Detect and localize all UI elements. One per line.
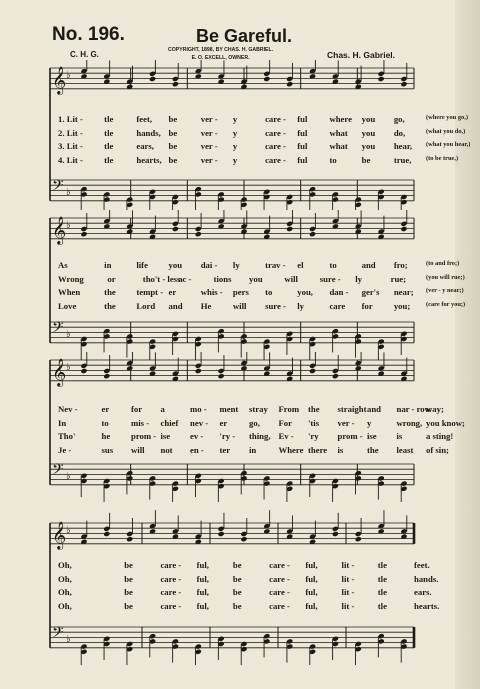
lyric-syllable: Ev - xyxy=(278,431,294,441)
lyric-syllable: fro; xyxy=(393,260,408,270)
lyric-syllable: care - xyxy=(269,573,290,584)
lyric-syllable: for xyxy=(361,300,373,311)
lyric-syllable: Oh, xyxy=(58,587,72,597)
note-head xyxy=(309,368,316,374)
lyric-syllable: Je - xyxy=(58,444,72,455)
treble-clef-icon: 𝄞 xyxy=(52,521,67,549)
lyric-syllable: be xyxy=(232,600,242,611)
lyric-syllable: what xyxy=(329,141,348,151)
lyric-syllable: to xyxy=(101,417,109,428)
bass-clef-icon: 𝄢 xyxy=(52,461,64,482)
key-flat-icon: ♭ xyxy=(66,70,71,81)
lyric-syllable: true, xyxy=(393,154,412,165)
lyric-syllable: 'tis xyxy=(308,417,320,428)
lyric-syllable: ful, xyxy=(305,560,318,570)
lyric-syllable: tle xyxy=(377,560,387,570)
lyric-syllable: rue; xyxy=(390,273,407,284)
lyric-syllable: tempt - xyxy=(136,287,164,297)
lyric-syllable: what xyxy=(329,127,348,138)
lyric-syllable: stray xyxy=(249,404,268,414)
lyric-syllable: From xyxy=(278,404,300,414)
lyric-syllable: ful, xyxy=(305,573,318,584)
lyric-line-4 xyxy=(58,300,466,315)
lyric-syllable: thing, xyxy=(249,431,271,441)
lyric-syllable: tle xyxy=(104,114,114,124)
lyric-syllable: tle xyxy=(104,127,114,138)
lyric-syllable: will xyxy=(284,273,298,284)
lyric-syllable: wrong, xyxy=(396,417,423,428)
lyric-syllable: 'ry - xyxy=(219,431,236,441)
key-flat-icon: ♭ xyxy=(66,329,71,340)
lyric-syllable: dai - xyxy=(200,260,218,270)
lyric-syllable: care - xyxy=(160,587,182,597)
lyric-syllable: sure - xyxy=(265,300,286,311)
key-flat-icon: ♭ xyxy=(66,220,71,231)
lyric-syllable: tle xyxy=(377,587,387,597)
lyric-syllable: not xyxy=(160,444,173,455)
lyric-syllable: care - xyxy=(265,127,286,138)
lyric-syllable: be xyxy=(124,587,133,597)
lyric-syllable: 1. Lit - xyxy=(58,114,83,124)
lyric-syllable: ly xyxy=(232,260,240,270)
note-head xyxy=(332,531,339,537)
lyric-syllable: care - xyxy=(160,573,182,584)
lyric-syllable: er xyxy=(101,404,110,414)
lyric-syllable: be xyxy=(124,600,133,611)
lyric-syllable: As xyxy=(58,260,68,270)
lyric-syllable: sus xyxy=(101,444,114,455)
composer-credit: Chas. H. Gabriel. xyxy=(327,50,396,60)
copyright-line-1: COPYRIGHT, 1898, BY CHAS. H. GABRIEL. xyxy=(168,47,274,53)
lyric-syllable: near; xyxy=(393,287,414,297)
lyric-syllable: of sin; xyxy=(426,444,449,455)
note-head xyxy=(172,81,179,87)
lyric-syllable: en - xyxy=(190,444,204,455)
note-head xyxy=(126,536,133,542)
lyric-syllable: ver - xyxy=(200,154,218,165)
lyric-line-2 xyxy=(58,127,466,142)
lyrics-system-1 xyxy=(58,114,471,168)
lyric-syllable: life xyxy=(136,260,148,270)
lyric-syllable: you xyxy=(361,114,376,124)
lyric-syllable: you xyxy=(249,273,263,284)
lyric-syllable: prom - xyxy=(131,431,157,441)
lyric-syllable: hear, xyxy=(393,141,413,151)
lyric-syllable: tions xyxy=(213,273,232,284)
lyric-syllable: Lord xyxy=(136,300,156,311)
lyric-syllable: lit - xyxy=(341,573,355,584)
bass-clef-icon: 𝄢 xyxy=(52,624,64,645)
treble-clef-icon: 𝄞 xyxy=(52,66,67,94)
lyric-line-3 xyxy=(58,431,454,445)
lyric-syllable: the xyxy=(367,444,379,455)
lyric-syllable: (to be true,) xyxy=(426,154,459,162)
lyric-syllable: care xyxy=(329,300,346,311)
lyric-syllable: lit - xyxy=(341,587,355,597)
lyric-syllable: Oh, xyxy=(58,560,72,570)
lyric-syllable: care - xyxy=(269,560,290,570)
lyric-syllable: in xyxy=(104,260,112,270)
lyric-syllable: hands, xyxy=(136,127,161,138)
lyric-line-1 xyxy=(58,114,468,128)
lyric-syllable: Tho' xyxy=(58,431,76,441)
lyric-syllable: be xyxy=(361,154,371,165)
lyric-syllable: ful, xyxy=(305,587,318,597)
lyric-syllable: ful, xyxy=(196,560,209,570)
lyric-syllable: For xyxy=(278,417,293,428)
lyric-syllable: feet. xyxy=(414,560,430,570)
bass-clef-icon: 𝄢 xyxy=(52,177,64,198)
lyric-syllable: you, xyxy=(297,287,313,297)
lyric-syllable: feet, xyxy=(136,114,153,124)
lyric-syllable: hands. xyxy=(414,573,439,584)
lyric-syllable: ment xyxy=(219,404,239,414)
lyric-syllable: hearts, xyxy=(136,154,162,165)
lyric-syllable: y xyxy=(232,114,238,124)
lyric-syllable: ful, xyxy=(305,600,318,611)
lyric-line-2 xyxy=(58,273,465,288)
lyric-syllable: care - xyxy=(269,587,290,597)
lyric-line-1 xyxy=(58,404,444,418)
lyric-syllable: go, xyxy=(249,417,260,428)
lyric-syllable: tle xyxy=(104,141,114,151)
lyric-syllable: there xyxy=(308,444,328,455)
lyric-syllable: tho't - less xyxy=(142,273,181,284)
lyric-syllable: care - xyxy=(160,560,182,570)
lyric-syllable: care - xyxy=(265,114,286,124)
lyric-syllable: (what you do,) xyxy=(426,127,466,135)
lyric-syllable: care - xyxy=(265,141,286,151)
lyric-syllable: ter xyxy=(219,444,231,455)
words-author: C. H. G. xyxy=(70,50,99,59)
lyric-syllable: 'ry xyxy=(308,431,319,441)
lyric-syllable: or xyxy=(107,273,116,284)
lyric-syllable: mo - xyxy=(190,404,207,414)
key-flat-icon: ♭ xyxy=(66,525,71,536)
note-head xyxy=(172,226,179,232)
lyric-syllable: the xyxy=(104,300,116,311)
lyric-syllable: pers xyxy=(232,287,249,297)
lyric-syllable: be xyxy=(168,114,178,124)
lyric-syllable: ears. xyxy=(414,587,432,597)
note-head xyxy=(80,231,87,237)
lyric-syllable: ful xyxy=(297,114,308,124)
lyric-syllable: ears, xyxy=(136,141,154,151)
lyric-syllable: In xyxy=(58,417,67,428)
lyric-syllable: ver - xyxy=(200,127,218,138)
lyric-syllable: care - xyxy=(265,154,286,165)
lyric-syllable: a sting! xyxy=(426,431,454,441)
lyric-syllable: nar - row xyxy=(396,404,431,414)
note-head xyxy=(103,373,110,379)
lyric-syllable: where xyxy=(329,114,352,124)
note-head xyxy=(195,231,202,237)
lyric-syllable: is xyxy=(337,444,344,455)
lyric-syllable: lit - xyxy=(341,600,355,611)
lyric-syllable: a xyxy=(160,404,165,414)
lyric-syllable: (you will rue;) xyxy=(426,273,465,281)
copyright-line-2: E. O. EXCELL, OWNER. xyxy=(191,55,250,61)
lyric-syllable: you xyxy=(361,127,376,138)
lyric-syllable: He xyxy=(200,300,212,311)
lyric-syllable: be xyxy=(232,573,242,584)
lyric-syllable: er xyxy=(219,417,228,428)
lyric-syllable: tle xyxy=(377,573,387,584)
lyric-syllable: is xyxy=(396,431,403,441)
lyric-syllable: to xyxy=(265,287,273,297)
lyric-syllable: ev - xyxy=(190,431,204,441)
lyric-syllable: ger's xyxy=(361,287,380,297)
lyric-syllable: be xyxy=(168,154,178,165)
lyric-syllable: Oh, xyxy=(58,573,72,584)
lyric-syllable: 4. Lit - xyxy=(58,154,83,165)
note-head xyxy=(400,226,407,232)
lyric-syllable: ly xyxy=(355,273,362,284)
lyric-syllable: and xyxy=(168,300,183,311)
lyric-syllable: you know; xyxy=(426,417,465,428)
note-head xyxy=(355,536,362,542)
lyric-syllable: tle xyxy=(104,154,114,165)
lyric-syllable: ful xyxy=(297,141,308,151)
lyric-syllable: least xyxy=(396,444,414,455)
lyric-syllable: tle xyxy=(377,600,387,611)
treble-clef-icon: 𝄞 xyxy=(52,216,67,244)
lyric-syllable: be xyxy=(168,141,178,151)
lyric-syllable: will xyxy=(131,444,145,455)
lyric-syllable: and xyxy=(367,404,382,414)
lyric-syllable: you; xyxy=(393,300,411,311)
note-head xyxy=(218,531,225,537)
note-head xyxy=(332,373,339,379)
lyric-line-1 xyxy=(58,560,438,574)
note-head xyxy=(240,536,247,542)
lyrics-system-3 xyxy=(58,404,465,458)
lyric-line-3 xyxy=(58,587,438,601)
lyric-syllable: the xyxy=(104,287,116,297)
note-head xyxy=(309,231,316,237)
lyric-syllable: be xyxy=(124,560,133,570)
treble-clef-icon: 𝄞 xyxy=(52,358,67,386)
lyric-syllable: y xyxy=(367,417,372,428)
note-head xyxy=(149,76,156,82)
note-head xyxy=(218,373,225,379)
lyric-syllable: y xyxy=(232,141,238,151)
lyric-syllable: the xyxy=(308,404,320,414)
lyric-syllable: in xyxy=(249,444,257,455)
note-head xyxy=(195,368,202,374)
lyric-syllable: be xyxy=(232,560,242,570)
lyric-syllable: mis - xyxy=(131,417,150,428)
lyric-syllable: for xyxy=(131,404,143,414)
lyric-syllable: Oh, xyxy=(58,600,72,611)
lyric-syllable: you xyxy=(361,141,376,151)
lyric-syllable: you xyxy=(168,260,183,270)
lyric-syllable: ly xyxy=(297,300,305,311)
lyric-line-2 xyxy=(58,574,438,588)
lyric-syllable: hearts. xyxy=(414,600,440,611)
lyric-line-4 xyxy=(58,444,449,459)
lyric-syllable: be xyxy=(168,127,178,138)
note-head xyxy=(378,76,385,82)
lyric-syllable: be xyxy=(232,587,242,597)
lyric-syllable: er xyxy=(168,287,177,297)
lyric-syllable: go, xyxy=(393,114,405,124)
lyric-syllable: lit - xyxy=(341,560,355,570)
lyric-syllable: ac - xyxy=(178,273,192,284)
note-head xyxy=(286,81,293,87)
lyric-syllable: and xyxy=(361,260,376,270)
lyric-syllable: he xyxy=(101,431,111,441)
lyric-syllable: Love xyxy=(58,300,77,311)
lyric-syllable: ise xyxy=(160,431,171,441)
lyrics-system-4 xyxy=(58,560,438,614)
note-head xyxy=(400,81,407,87)
lyric-syllable: (care for you;) xyxy=(426,300,466,308)
lyric-syllable: When xyxy=(58,287,81,297)
lyric-syllable: be xyxy=(124,573,133,584)
lyric-syllable: ful, xyxy=(196,587,209,597)
lyric-syllable: nev - xyxy=(190,417,209,428)
lyric-line-4 xyxy=(58,154,459,169)
bass-clef-icon: 𝄢 xyxy=(52,319,64,340)
lyric-syllable: whis - xyxy=(200,287,223,297)
note-head xyxy=(80,368,87,374)
lyric-line-4 xyxy=(58,601,438,615)
lyric-syllable: Wrong xyxy=(58,273,84,284)
note-head xyxy=(286,226,293,232)
note-head xyxy=(263,76,270,82)
lyric-syllable: 2. Lit - xyxy=(58,127,83,138)
lyric-syllable: ver - xyxy=(337,417,355,428)
lyric-syllable: Nev - xyxy=(58,404,78,414)
lyric-syllable: ise xyxy=(367,431,377,441)
lyric-syllable: will xyxy=(232,300,247,311)
lyric-syllable: y xyxy=(232,154,238,165)
lyric-syllable: way; xyxy=(426,404,444,414)
lyric-syllable: prom - xyxy=(337,431,363,441)
key-flat-icon: ♭ xyxy=(66,471,71,482)
lyric-syllable: (what you hear,) xyxy=(426,141,471,148)
key-flat-icon: ♭ xyxy=(66,362,71,373)
lyric-syllable: 3. Lit - xyxy=(58,141,83,151)
lyric-syllable: y xyxy=(232,127,238,138)
lyric-syllable: dan - xyxy=(329,287,349,297)
lyric-syllable: care - xyxy=(160,600,182,611)
lyric-syllable: ful xyxy=(297,154,308,165)
lyric-syllable: ful, xyxy=(196,573,209,584)
lyric-syllable: care - xyxy=(269,600,290,611)
hymn-number: No. 196. xyxy=(52,24,125,45)
lyric-syllable: (ver - y near;) xyxy=(426,287,464,294)
key-flat-icon: ♭ xyxy=(66,187,71,198)
lyric-syllable: (to and fro;) xyxy=(426,260,460,267)
lyric-syllable: trav - xyxy=(265,260,286,270)
lyric-line-3 xyxy=(58,287,464,301)
lyric-syllable: sure - xyxy=(319,273,341,284)
lyric-syllable: chief xyxy=(160,417,179,428)
lyric-syllable: (where you go,) xyxy=(426,114,468,121)
lyric-syllable: ful, xyxy=(196,600,209,611)
lyric-syllable: ver - xyxy=(200,141,218,151)
lyric-line-2 xyxy=(58,417,465,432)
lyric-syllable: to xyxy=(329,154,337,165)
note-head xyxy=(103,531,110,537)
key-flat-icon: ♭ xyxy=(66,634,71,645)
lyric-syllable: el xyxy=(297,260,304,270)
lyric-syllable: to xyxy=(329,260,337,270)
lyric-line-1 xyxy=(58,260,460,274)
lyric-syllable: do, xyxy=(393,127,406,138)
hymn-title: Be Gareful. xyxy=(196,26,293,46)
lyric-syllable: Where xyxy=(278,444,304,455)
lyric-syllable: straight xyxy=(337,404,367,414)
lyric-syllable: ful xyxy=(297,127,308,138)
lyric-line-3 xyxy=(58,141,471,155)
lyric-syllable: ver - xyxy=(200,114,218,124)
lyrics-system-2 xyxy=(58,260,466,314)
